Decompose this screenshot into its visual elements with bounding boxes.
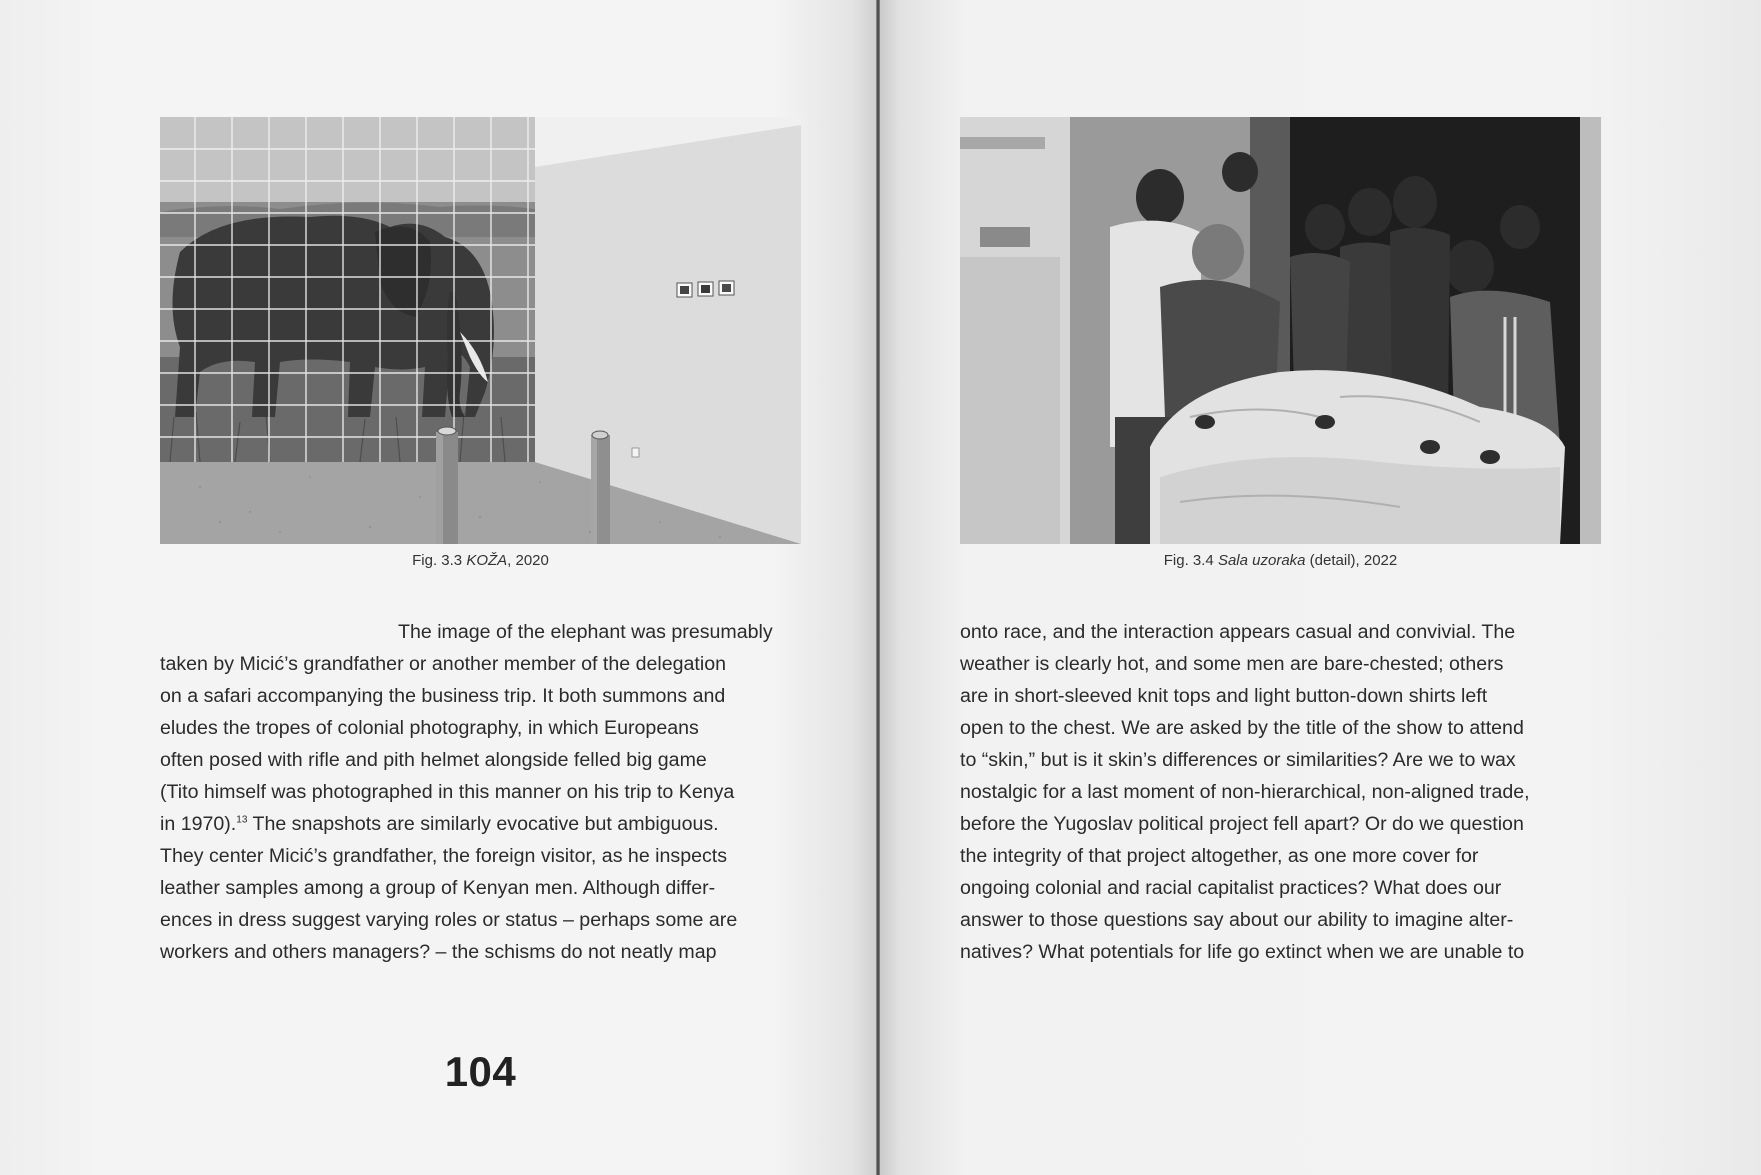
right-page [878, 0, 1761, 1175]
figure-3-4-image [960, 117, 1601, 544]
text-line: (Tito himself was photographed in this manner on his trip to Kenya [160, 781, 735, 803]
text-line: ences in dress suggest varying roles or status – perhaps some are [160, 909, 738, 931]
text-line: workers and others managers? – the schisms do not neatly map [160, 941, 717, 963]
text-line: They center Micić’s grandfather, the foreign visitor, as he inspects [160, 845, 728, 867]
text-line: on a safari accompanying the business trip. It both summons and [160, 685, 726, 707]
text-line: taken by Micić’s grandfather or another member of the delegation [160, 653, 726, 675]
text-line: are in short-sleeved knit tops and light button-down shirts left [960, 685, 1488, 707]
text-line: The image of the elephant was presumably [398, 621, 773, 643]
book-gutter [876, 0, 880, 1175]
text-line: before the Yugoslav political project fell apart? Or do we question [960, 813, 1524, 835]
text-line: eludes the tropes of colonial photography, in which Europeans [160, 717, 699, 739]
text-line: ongoing colonial and racial capitalist practices? What does our [960, 877, 1502, 899]
text-line: open to the chest. We are asked by the title of the show to attend [960, 717, 1524, 739]
text-line: the integrity of that project altogether, as one more cover for [960, 845, 1479, 867]
figure-3-4-caption: Fig. 3.4 Sala uzoraka (detail), 2022 [1163, 552, 1398, 569]
text-line: in 1970).$^{13}$ The snapshots are similarly evocative but ambiguous. [160, 813, 719, 835]
text-line: often posed with rifle and pith helmet alongside felled big game [160, 749, 707, 771]
left-body-text [160, 616, 810, 968]
leather-inspection-photo [960, 117, 1601, 544]
figure-3-3-caption: Fig. 3.3 KOŽA, 2020 [412, 552, 549, 569]
text-line: weather is clearly hot, and some men are bare-chested; others [960, 653, 1504, 675]
footnote-ref: 13 [236, 814, 248, 826]
text-line: to “skin,” but is it skin’s differences or similarities? Are we to wax [960, 749, 1516, 771]
elephant-installation-photo [160, 117, 801, 544]
figure-3-3-image [160, 117, 801, 544]
text-line: onto race, and the interaction appears casual and convivial. The [960, 621, 1516, 643]
left-page [0, 0, 878, 1175]
right-body-text [960, 616, 1610, 968]
text-line: natives? What potentials for life go extinct when we are unable to [960, 941, 1525, 963]
page-number: 104 [444, 1048, 517, 1095]
text-line: nostalgic for a last moment of non-hierarchical, non-aligned trade, [960, 781, 1530, 803]
framed-photos [677, 281, 734, 297]
text-line: leather samples among a group of Kenyan men. Although differ- [160, 877, 716, 899]
text-line: answer to those questions say about our ability to imagine alter- [960, 909, 1514, 931]
